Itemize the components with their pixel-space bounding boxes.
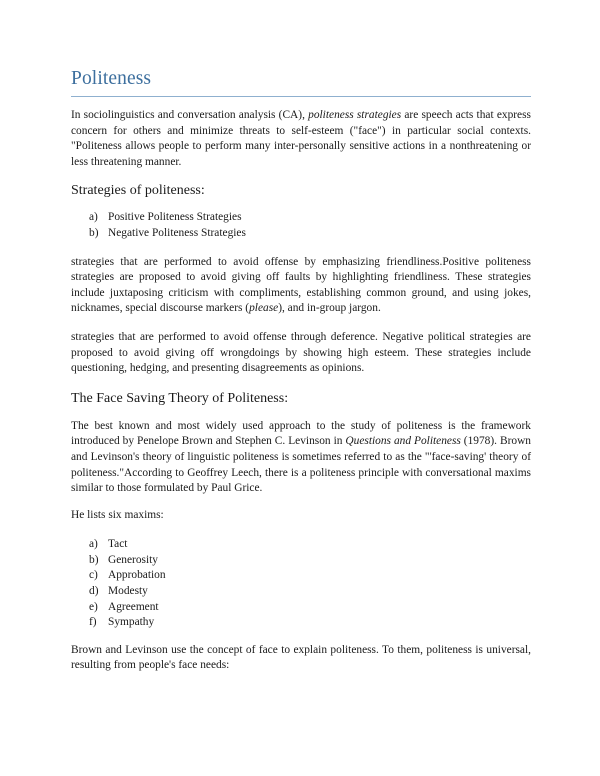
face-heading: The Face Saving Theory of Politeness: [71,390,289,406]
maxims-list [71,537,531,631]
strategies-heading: Strategies of politeness: [71,183,205,199]
brown-levinson-paragraph: Brown and Levinson use the concept of face to explain politeness. To them, politeness is universal, resulting from people's face needs: [71,643,531,672]
list-item [71,584,531,600]
list-marker: a) [89,211,98,224]
list-item-text: Generosity [108,553,158,566]
positive-text-2: ), and in-group jargon. [278,302,381,315]
face-paragraph [71,419,531,497]
list-item-text: Sympathy [108,616,155,629]
intro-paragraph [71,108,531,170]
list-item [71,568,531,584]
list-item-text: Agreement [108,600,159,613]
page-title: Politeness [71,68,531,97]
list-item [71,615,531,631]
face-text-1: The best known and most widely used approach to the study of politeness is the framework introduced by Penelope Brown and Stephen C. Levinson in [71,419,531,448]
list-marker: b) [89,226,99,239]
positive-emphasis: please [249,302,279,315]
list-item-text: Positive Politeness Strategies [108,211,242,224]
list-item [71,226,531,242]
negative-paragraph: strategies that are performed to avoid offense through deference. Negative political strategies are proposed to avoid giving off wrongdoings by showing high esteem. These strategies include questioning, hedging, and presenting disagreements as opinions. [71,330,531,375]
face-text-2: (1978). Brown and Levinson's theory of linguistic politeness is sometimes referred to as the "'face-saving' theory of politeness."According to Geoffrey Leech, there is a politeness principle with conversational maxims similar to those formulated by Paul Grice. [71,435,531,495]
list-marker: c) [89,569,98,582]
list-item [71,210,531,226]
intro-text-1: In sociolinguistics and conversation analysis (CA), [71,109,309,121]
list-item-text: Negative Politeness Strategies [108,226,246,239]
list-item-text: Approbation [108,569,166,582]
page-content [71,68,531,674]
list-marker: b) [89,553,99,566]
list-item-text: Tact [108,538,128,551]
list-item [71,600,531,616]
intro-emphasis: politeness strategies [308,109,402,121]
maxims-intro: He lists six maxims: [71,508,164,521]
list-marker: f) [89,616,97,629]
intro-text-2: are speech acts that express concern for others and minimize threats to self-esteem ("face") in particular social contexts. "Politeness allows people to perform many inter-personally sensitive actions in a nonthreatening or less threatening manner. [71,109,531,168]
list-marker: e) [89,600,98,613]
positive-text-1: strategies that are performed to avoid offense by emphasizing friendliness.Positive politeness strategies are proposed to avoid giving off faults by highlighting friendliness. These strategies include juxtaposing criticism with compliments, establishing common ground, and using jokes, nicknames, special discourse markers ( [71,255,531,315]
list-item [71,553,531,569]
list-marker: d) [89,585,99,598]
list-marker: a) [89,538,98,551]
list-item-text: Modesty [108,585,148,598]
strategies-list [71,210,531,241]
positive-paragraph [71,255,531,317]
list-item [71,537,531,553]
face-emphasis: Questions and Politeness [345,435,461,448]
